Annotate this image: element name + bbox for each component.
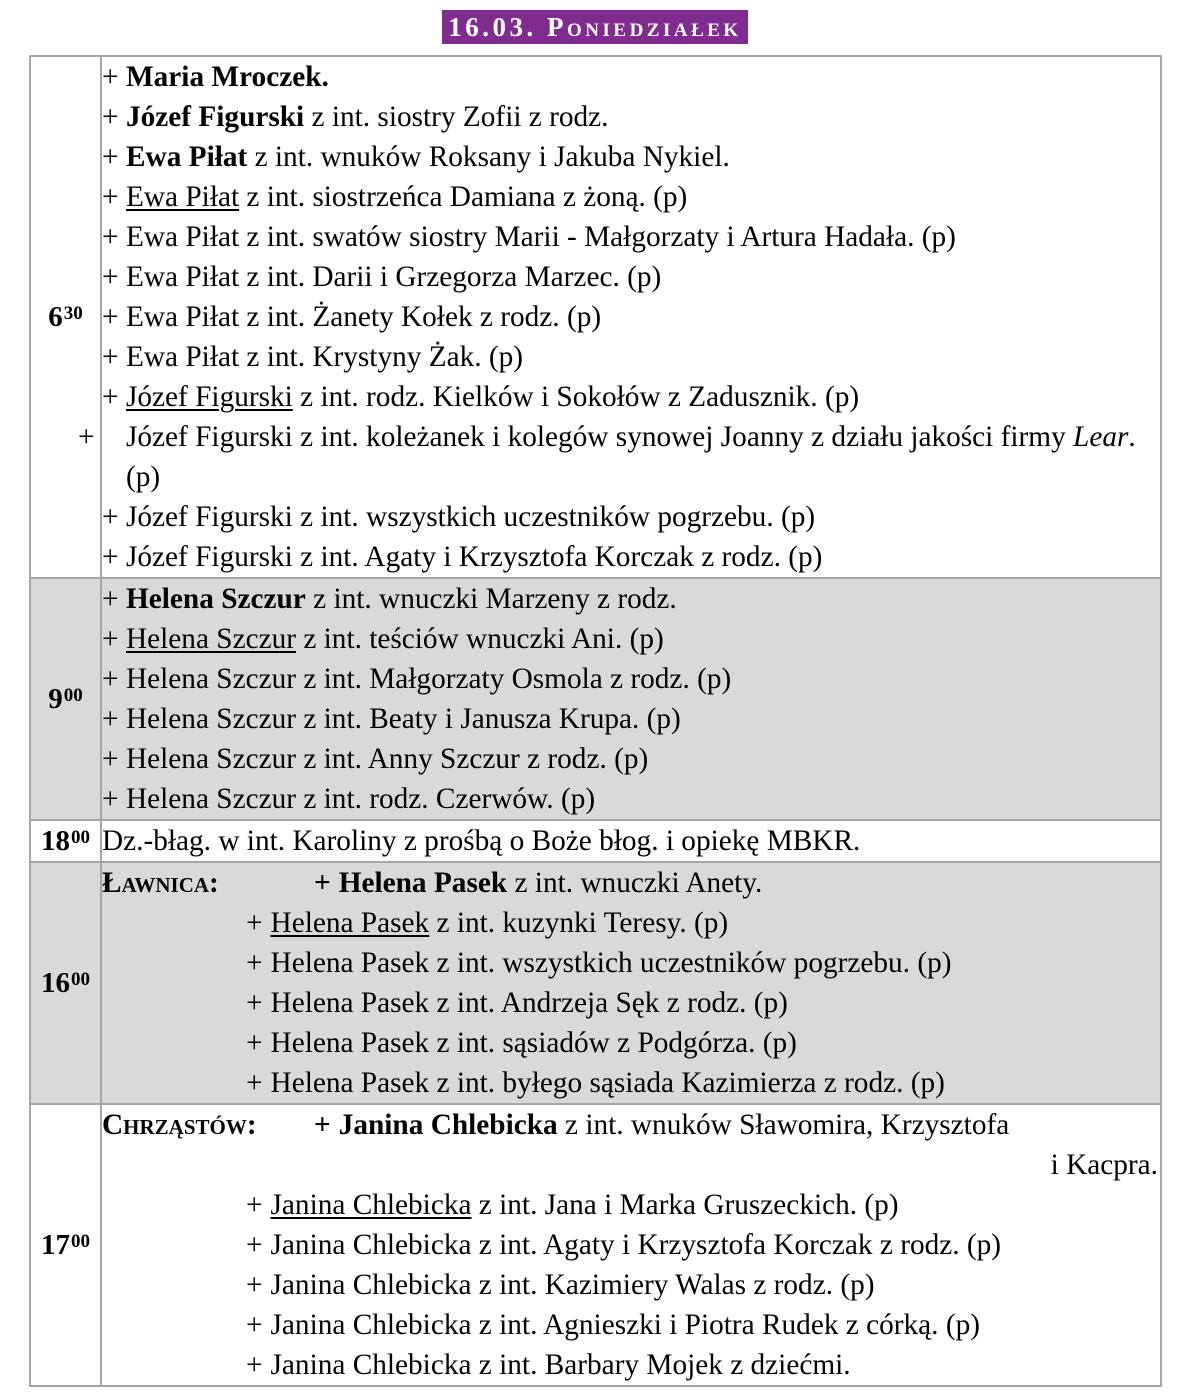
day-header [0,10,1190,44]
mass-intentions [78,56,1161,578]
intention-line [102,137,1160,177]
deceased-name: Janina Chlebicka [270,1349,472,1381]
mass-slot-row [30,820,1161,862]
intention-text: z int. Agaty i Krzysztofa Korczak z rodz. (p) [292,541,823,573]
deceased-name: Helena Pasek [270,947,430,979]
intention-line [78,417,1160,497]
intention-text: z int. Agaty i Krzysztofa Korczak z rodz. (p) [471,1229,1002,1261]
intention-text: z int. wszystkich uczestników pogrzebu. (p) [292,501,816,533]
deceased-name: Józef Figurski [126,381,293,413]
mass-slot-row [30,56,1161,578]
intention-text: z int. Krystyny Żak. (p) [239,341,524,373]
intention-line [102,863,1160,903]
cross-icon: + [314,867,331,899]
mass-slot-row [30,578,1161,820]
intention-line [102,983,1160,1023]
deceased-name: Helena Pasek [270,907,430,939]
intention-line [102,943,1160,983]
location-label: Ławnica: [102,867,219,899]
cross-icon: + [246,1027,263,1059]
intention-text: z int. siostrzeńca Damiana z żoną. (p) [239,181,688,213]
deceased-name: Ewa Piłat [126,341,240,373]
cross-icon: + [102,501,119,533]
intention-line [102,1023,1160,1063]
cross-icon: + [102,61,119,93]
cross-icon: + [246,907,263,939]
intention-text: z int. rodz. Czerwów. (p) [296,783,596,815]
mass-time [30,56,101,578]
cross-icon: + [102,623,119,655]
intention-line [102,97,1160,137]
mass-time-hour: 18 [41,824,70,857]
intention-line [102,903,1160,943]
intention-line [102,1305,1160,1345]
intention-line [102,779,1160,819]
intention-text: z int. Barbary Mojek z dziećmi. [471,1349,851,1381]
mass-time-minutes: 00 [71,1230,90,1252]
day-title [442,10,747,44]
intention-text: z int. Darii i Grzegorza Marzec. (p) [239,261,662,293]
cross-icon: + [246,1189,263,1221]
cross-icon: + [102,583,119,615]
intention-text: z int. wnuków Sławomira, Krzysztofa [557,1109,1010,1141]
intention-line [102,739,1160,779]
intention-line [102,57,1160,97]
deceased-name: Helena Szczur [126,663,296,695]
mass-intentions [101,578,1161,820]
mass-time-minutes: 00 [71,826,90,848]
cross-icon: + [102,301,119,333]
cross-icon: + [102,381,119,413]
cross-icon: + [102,541,119,573]
intention-line [102,297,1160,337]
mass-time-hour: 17 [41,1228,70,1261]
deceased-name: Helena Szczur [126,783,296,815]
mass-time [30,578,101,820]
day-date: 16.03. [448,12,537,42]
mass-slot-row [30,862,1161,1104]
deceased-name: Janina Chlebicka [270,1309,472,1341]
mass-intentions [101,862,1161,1104]
deceased-name: Józef Figurski [126,501,293,533]
intention-text: z int. wnuczki Anety. [507,867,763,899]
deceased-name: Ewa Piłat [126,181,240,213]
deceased-name: Józef Figurski [126,421,293,453]
mass-intentions [101,820,1161,862]
intention-text: z int. byłego sąsiada Kazimierza z rodz. (p) [429,1067,945,1099]
cross-icon: + [102,221,119,253]
deceased-name: Maria Mroczek. [126,61,329,93]
intention-line [102,1105,1160,1145]
intention-text: z int. Kazimiery Walas z rodz. (p) [471,1269,875,1301]
intention-text: z int. koleżanek i kolegów synowej Joanny z działu jakości firmy [292,421,1074,453]
intention-line [102,177,1160,217]
intention-text: z int. teściów wnuczki Ani. (p) [296,623,664,655]
intention-text: z int. kuzynki Teresy. (p) [429,907,729,939]
deceased-name: Ewa Piłat [126,221,240,253]
intention-text: z int. wnuczki Marzeny z rodz. [305,583,677,615]
cross-icon: + [102,783,119,815]
cross-icon: + [314,1109,331,1141]
cross-icon: + [246,987,263,1019]
intention-text: z int. wnuków Roksany i Jakuba Nykiel. [247,141,730,173]
cross-icon: + [246,1067,263,1099]
intention-text-tail: . (p) [126,421,1136,493]
mass-time-hour: 6 [48,300,63,333]
intention-line [102,497,1160,537]
intention-text: z int. Andrzeja Sęk z rodz. (p) [429,987,788,1019]
cross-icon: + [246,1229,263,1261]
mass-time-minutes: 30 [63,302,83,324]
deceased-name: Józef Figurski [126,101,305,133]
intention-text: z int. Anny Szczur z rodz. (p) [296,743,649,775]
deceased-name: Ewa Piłat [126,141,248,173]
intention-text: z int. Jana i Marka Gruszeckich. (p) [471,1189,899,1221]
intention-line [102,337,1160,377]
intention-text: z int. sąsiadów z Podgórza. (p) [429,1027,797,1059]
intention-line [102,1265,1160,1305]
deceased-name: Helena Szczur [126,623,296,655]
cross-icon: + [102,743,119,775]
cross-icon: + [102,141,119,173]
mass-time [30,1104,101,1386]
cross-icon: + [246,1309,263,1341]
company-name: Lear [1073,421,1129,453]
mass-time [30,862,101,1104]
deceased-name: Janina Chlebicka [270,1189,472,1221]
intention-line [102,1185,1160,1225]
intention-text: z int. Małgorzaty Osmola z rodz. (p) [296,663,732,695]
mass-time-hour: 16 [41,966,70,999]
intention-line [102,217,1160,257]
intention-text: z int. wszystkich uczestników pogrzebu. (p) [429,947,952,979]
intention-line [102,537,1160,577]
deceased-name: Helena Szczur [126,703,296,735]
deceased-name: Janina Chlebicka [270,1229,472,1261]
deceased-name: Janina Chlebicka [270,1269,472,1301]
intention-continuation: i Kacpra. [1050,1149,1158,1181]
mass-slot-row [30,1104,1161,1386]
deceased-name: Helena Pasek [270,987,430,1019]
deceased-name: Helena Szczur [126,743,296,775]
cross-icon: + [102,101,119,133]
mass-intentions-table [29,55,1162,1387]
deceased-name: Ewa Piłat [126,261,240,293]
intention-line [102,1225,1160,1265]
cross-icon: + [102,181,119,213]
deceased-name: Helena Szczur [126,583,306,615]
intention-line [102,257,1160,297]
cross-icon: + [78,421,95,453]
mass-time-minutes: 00 [71,968,90,990]
cross-icon: + [102,663,119,695]
deceased-name: Józef Figurski [126,541,293,573]
mass-intentions [101,1104,1161,1386]
intention-line [102,659,1160,699]
cross-icon: + [246,1349,263,1381]
mass-time [30,820,101,862]
intention-line [102,377,1160,417]
intention-line [102,1345,1160,1385]
deceased-name: Helena Pasek [270,1027,430,1059]
intention-line [102,619,1160,659]
cross-icon: + [102,261,119,293]
intention-text: z int. Agnieszki i Piotra Rudek z córką. (p) [471,1309,980,1341]
mass-time-hour: 9 [48,682,63,715]
deceased-name: Janina Chlebicka [338,1109,558,1141]
intention-text: z int. siostry Zofii z rodz. [304,101,609,133]
intention-text: z int. swatów siostry Marii - Małgorzaty i Artura Hadała. (p) [239,221,956,253]
deceased-name: Helena Pasek [338,867,508,899]
intention-line [102,699,1160,739]
deceased-name: Ewa Piłat [126,301,240,333]
day-weekday: Poniedziałek [547,12,742,42]
location-label: Chrząstów: [102,1109,257,1141]
intention-line [102,579,1160,619]
cross-icon: + [102,703,119,735]
cross-icon: + [246,1269,263,1301]
mass-time-minutes: 00 [63,684,83,706]
cross-icon: + [102,341,119,373]
deceased-name: Helena Pasek [270,1067,430,1099]
intention-text: z int. Beaty i Janusza Krupa. (p) [296,703,681,735]
intention-text: z int. rodz. Kielków i Sokołów z Zadusznik. (p) [292,381,860,413]
intention-line [102,1063,1160,1103]
intention-text: z int. Żanety Kołek z rodz. (p) [239,301,602,333]
cross-icon: + [246,947,263,979]
intention-line: Dz.-błag. w int. Karoliny z prośbą o Boże błog. i opiekę MBKR. [102,825,861,857]
